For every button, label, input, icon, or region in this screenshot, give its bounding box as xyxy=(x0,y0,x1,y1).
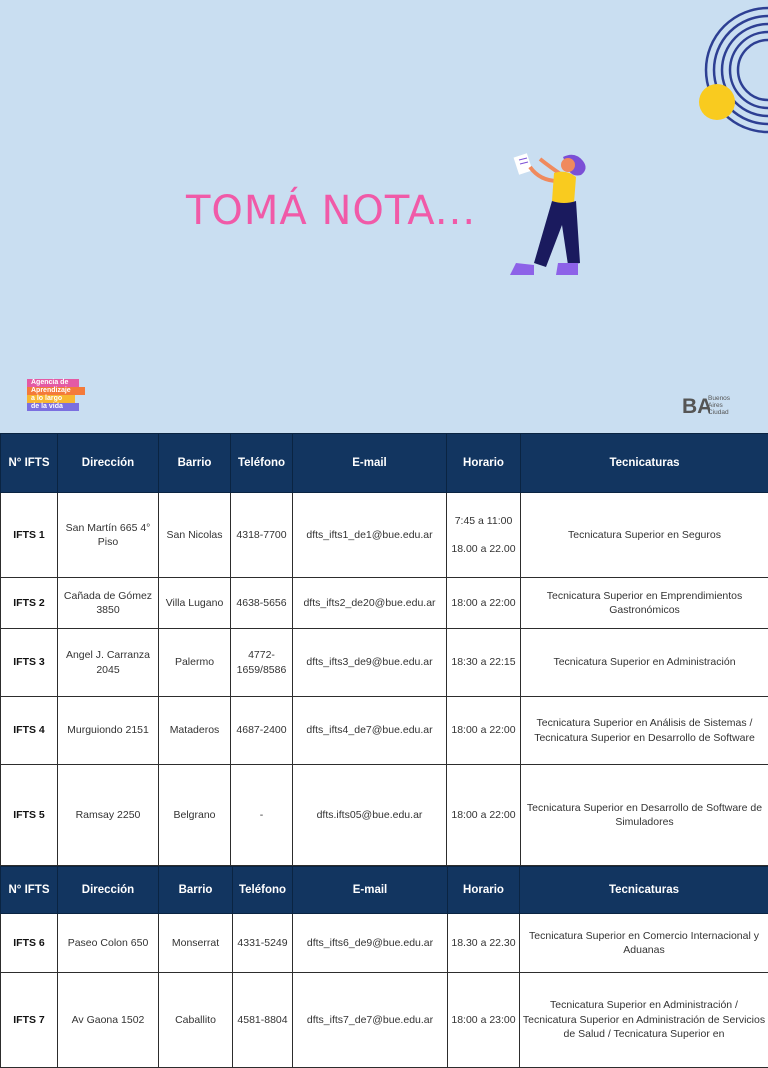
horario-line: 18.30 a 22.30 xyxy=(450,936,517,951)
ba-logo-text: Buenos xyxy=(708,395,758,402)
header-cell: N° IFTS xyxy=(1,434,58,493)
ba-mark-icon xyxy=(682,394,710,416)
horario-cell xyxy=(447,578,521,629)
phone-cell: - xyxy=(231,765,293,866)
table-row xyxy=(1,914,768,973)
horario-cell xyxy=(448,914,520,973)
email-cell: dfts_ifts7_de7@bue.edu.ar xyxy=(293,973,448,1068)
agency-logo-line: de la vida xyxy=(27,403,79,411)
address-cell: Av Gaona 1502 xyxy=(58,973,159,1068)
horario-cell xyxy=(448,973,520,1068)
email-cell: dfts.ifts05@bue.edu.ar xyxy=(293,765,447,866)
barrio-cell: Belgrano xyxy=(159,765,231,866)
horario-line: 18:00 a 23:00 xyxy=(450,1013,517,1028)
address-cell: Murguiondo 2151 xyxy=(58,697,159,765)
header-cell: Dirección xyxy=(58,867,159,914)
tecnicaturas-cell: Tecnicatura Superior en Administración / Tecnicatura Superior en Administración de Servicios de Salud / Tecnicatura Superior en xyxy=(520,973,768,1068)
tecnicaturas-cell: Tecnicatura Superior en Administración xyxy=(521,629,768,697)
ifts-number-cell: IFTS 4 xyxy=(1,697,58,765)
phone-cell: 4687-2400 xyxy=(231,697,293,765)
hero-title: TOMÁ NOTA... xyxy=(186,188,476,234)
barrio-cell: Mataderos xyxy=(159,697,231,765)
ifts-number-cell: IFTS 6 xyxy=(1,914,58,973)
barrio-cell: Caballito xyxy=(159,973,233,1068)
ifts-number-cell: IFTS 3 xyxy=(1,629,58,697)
table-header-row xyxy=(1,867,768,914)
buenos-aires-logo xyxy=(682,394,710,421)
table-row xyxy=(1,578,768,629)
header-cell: Horario xyxy=(447,434,521,493)
table-row xyxy=(1,765,768,866)
table-row xyxy=(1,973,768,1068)
woman-reading-illustration xyxy=(500,145,595,280)
agency-logo xyxy=(27,379,85,411)
tecnicaturas-cell: Tecnicatura Superior en Emprendimientos Gastronómicos xyxy=(521,578,768,629)
header-cell: Horario xyxy=(448,867,520,914)
email-cell: dfts_ifts1_de1@bue.edu.ar xyxy=(293,493,447,578)
horario-line: 18:00 a 22:00 xyxy=(449,723,518,738)
ifts-table-2 xyxy=(0,866,768,1068)
ifts-number-cell: IFTS 1 xyxy=(1,493,58,578)
ifts-number-cell: IFTS 2 xyxy=(1,578,58,629)
barrio-cell: Villa Lugano xyxy=(159,578,231,629)
ifts-table-1 xyxy=(0,433,768,866)
header-cell: Tecnicaturas xyxy=(521,434,768,493)
table-header-row xyxy=(1,434,768,493)
header-cell: Barrio xyxy=(159,434,231,493)
email-cell: dfts_ifts3_de9@bue.edu.ar xyxy=(293,629,447,697)
ba-logo-text: Ciudad xyxy=(708,409,758,416)
ifts-number-cell: IFTS 5 xyxy=(1,765,58,866)
horario-line: 18:30 a 22:15 xyxy=(449,655,518,670)
table-row xyxy=(1,493,768,578)
header-cell: Tecnicaturas xyxy=(520,867,768,914)
ifts-number-cell: IFTS 7 xyxy=(1,973,58,1068)
phone-cell: 4638-5656 xyxy=(231,578,293,629)
barrio-cell: Palermo xyxy=(159,629,231,697)
ba-logo-text: Aires xyxy=(708,402,758,409)
agency-logo-line: a lo largo xyxy=(27,395,75,403)
header-cell: Teléfono xyxy=(231,434,293,493)
address-cell: Ramsay 2250 xyxy=(58,765,159,866)
email-cell: dfts_ifts2_de20@bue.edu.ar xyxy=(293,578,447,629)
header-cell: E-mail xyxy=(293,434,447,493)
horario-cell xyxy=(447,629,521,697)
address-cell: Cañada de Gómez 3850 xyxy=(58,578,159,629)
agency-logo-line: Agencia de xyxy=(27,379,79,387)
horario-cell xyxy=(447,765,521,866)
header-cell: Dirección xyxy=(58,434,159,493)
horario-line: 18:00 a 22:00 xyxy=(449,808,518,823)
header-cell: E-mail xyxy=(293,867,448,914)
address-cell: Paseo Colon 650 xyxy=(58,914,159,973)
tecnicaturas-cell: Tecnicatura Superior en Desarrollo de Software de Simuladores xyxy=(521,765,768,866)
table-row xyxy=(1,629,768,697)
svg-text:BA: BA xyxy=(682,395,710,416)
agency-logo-line: Aprendizaje xyxy=(27,387,85,395)
tecnicaturas-cell: Tecnicatura Superior en Seguros xyxy=(521,493,768,578)
horario-line: 18.00 a 22.00 xyxy=(449,542,518,557)
table-row xyxy=(1,697,768,765)
horario-cell xyxy=(447,493,521,578)
phone-cell: 4331-5249 xyxy=(233,914,293,973)
header-cell: Barrio xyxy=(159,867,233,914)
phone-cell: 4318-7700 xyxy=(231,493,293,578)
email-cell: dfts_ifts4_de7@bue.edu.ar xyxy=(293,697,447,765)
horario-cell xyxy=(447,697,521,765)
email-cell: dfts_ifts6_de9@bue.edu.ar xyxy=(293,914,448,973)
tecnicaturas-cell: Tecnicatura Superior en Análisis de Sistemas / Tecnicatura Superior en Desarrollo de Software xyxy=(521,697,768,765)
header-cell: N° IFTS xyxy=(1,867,58,914)
phone-cell: 4581-8804 xyxy=(233,973,293,1068)
tecnicaturas-cell: Tecnicatura Superior en Comercio Internacional y Aduanas xyxy=(520,914,768,973)
phone-cell: 4772-1659/8586 xyxy=(231,629,293,697)
hero-banner xyxy=(0,0,768,433)
barrio-cell: San Nicolas xyxy=(159,493,231,578)
address-cell: Angel J. Carranza 2045 xyxy=(58,629,159,697)
horario-line: 7:45 a 11:00 xyxy=(449,514,518,529)
barrio-cell: Monserrat xyxy=(159,914,233,973)
header-cell: Teléfono xyxy=(233,867,293,914)
horario-line: 18:00 a 22:00 xyxy=(449,596,518,611)
concentric-rings-decoration xyxy=(690,5,768,135)
address-cell: San Martín 665 4° Piso xyxy=(58,493,159,578)
